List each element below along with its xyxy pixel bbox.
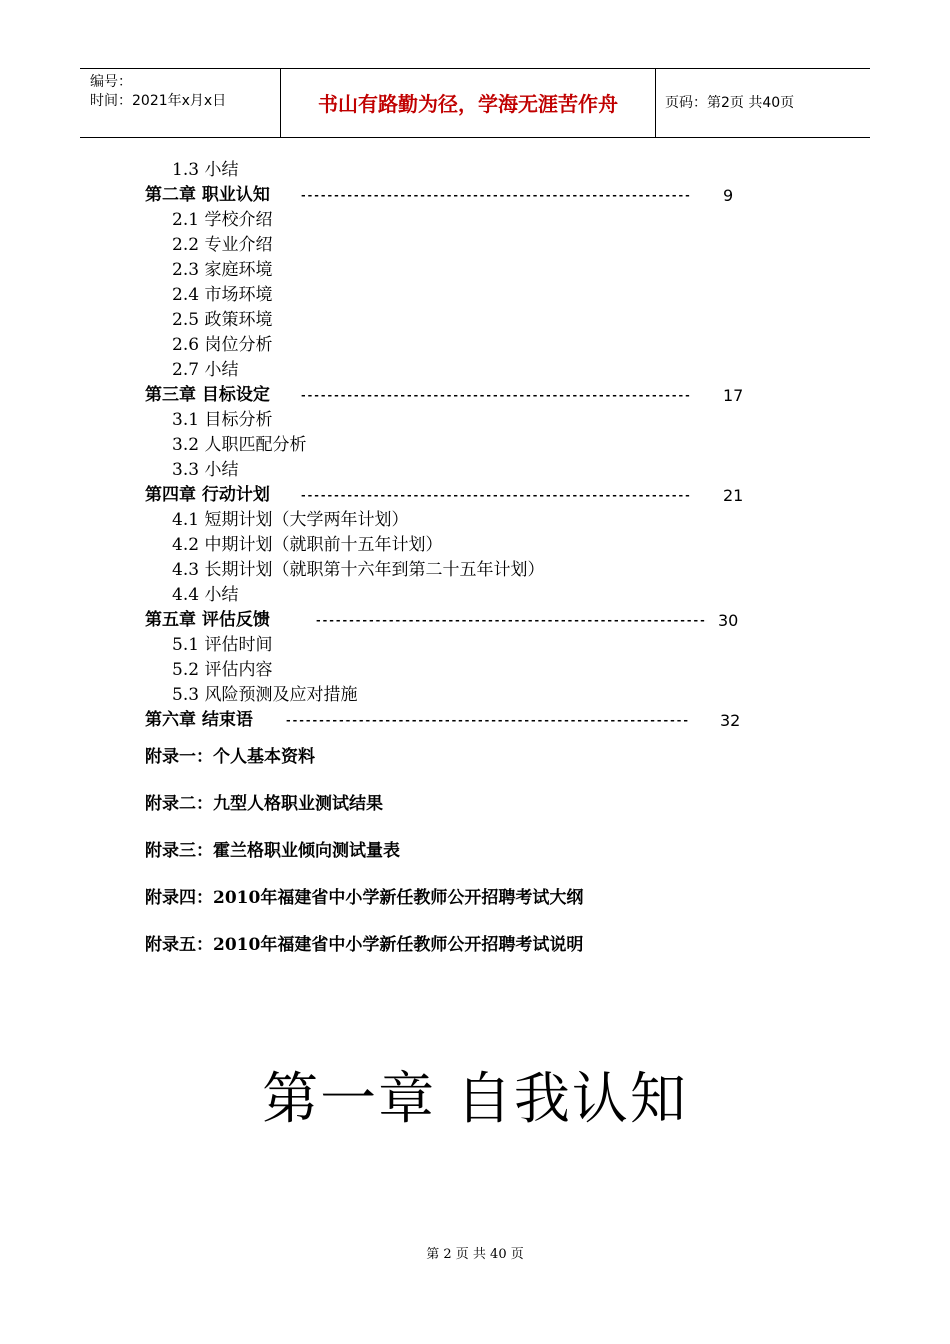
header-meta-cell [80, 69, 280, 137]
toc-subitem: 2.1 学校介绍 [172, 210, 273, 230]
header-motto-cell [280, 69, 656, 137]
chapter-title: 第六章 结束语 [145, 710, 253, 730]
appendix-item: 附录一：个人基本资料 [145, 747, 315, 767]
dot-leader: ----------------------------------------------------------- [300, 389, 691, 402]
toc-subitem: 2.3 家庭环境 [172, 260, 273, 280]
toc-subitem: 5.3 风险预测及应对措施 [172, 685, 358, 705]
toc-subitem: 2.2 专业介绍 [172, 235, 273, 255]
dot-leader: ----------------------------------------------------------- [300, 489, 691, 502]
chapter-page: 30 [718, 611, 739, 630]
toc-subitem: 5.1 评估时间 [172, 635, 273, 655]
toc-subitem: 2.4 市场环境 [172, 285, 273, 305]
appendix-item: 附录二：九型人格职业测试结果 [145, 794, 383, 814]
chapter-title: 第二章 职业认知 [145, 185, 270, 205]
chapter-title: 第四章 行动计划 [145, 485, 270, 505]
toc-subitem: 3.1 目标分析 [172, 410, 273, 430]
dot-leader: ------------------------------------------------------------- [285, 714, 689, 727]
chapter-page: 32 [720, 711, 741, 730]
toc-chapter-2 [145, 183, 750, 208]
chapter-page: 21 [723, 486, 744, 505]
dot-leader: ----------------------------------------------------------- [315, 614, 706, 627]
header-page-cell [655, 69, 870, 137]
toc-subitem: 4.4 小结 [172, 585, 239, 605]
page-info: 页码：第2页 共40页 [665, 95, 795, 111]
dot-leader: ----------------------------------------------------------- [300, 189, 691, 202]
toc-subitem: 3.2 人职匹配分析 [172, 435, 307, 455]
motto: 书山有路勤为径，学海无涯苦作舟 [318, 92, 618, 116]
appendix-item: 附录三：霍兰格职业倾向测试量表 [145, 841, 400, 861]
toc-subitem: 2.7 小结 [172, 360, 239, 380]
chapter-heading: 第一章 自我认知 [262, 1067, 688, 1132]
toc-subitem: 4.3 长期计划（就职第十六年到第二十五年计划） [172, 560, 545, 580]
toc-chapter-5 [145, 608, 750, 633]
toc-subitem: 3.3 小结 [172, 460, 239, 480]
toc-chapter-3 [145, 383, 750, 408]
toc-subitem: 2.5 政策环境 [172, 310, 273, 330]
chapter-page: 17 [723, 386, 744, 405]
toc-subitem: 4.1 短期计划（大学两年计划） [172, 510, 409, 530]
number-label: 编号： [90, 74, 132, 90]
chapter-page: 9 [723, 186, 734, 205]
appendix-item: 附录四：2010年福建省中小学新任教师公开招聘考试大纲 [145, 888, 584, 908]
toc-subitem: 1.3 小结 [172, 160, 239, 180]
toc-chapter-4 [145, 483, 750, 508]
page-header [80, 68, 870, 138]
page-footer: 第 2 页 共 40 页 [426, 1247, 524, 1262]
toc-chapter-6 [145, 708, 750, 733]
time-label: 时间：2021年x月x日 [90, 93, 227, 109]
appendix-item: 附录五：2010年福建省中小学新任教师公开招聘考试说明 [145, 935, 584, 955]
toc-subitem: 2.6 岗位分析 [172, 335, 273, 355]
chapter-title: 第五章 评估反馈 [145, 610, 270, 630]
toc-subitem: 5.2 评估内容 [172, 660, 273, 680]
toc-subitem: 4.2 中期计划（就职前十五年计划） [172, 535, 443, 555]
chapter-title: 第三章 目标设定 [145, 385, 270, 405]
